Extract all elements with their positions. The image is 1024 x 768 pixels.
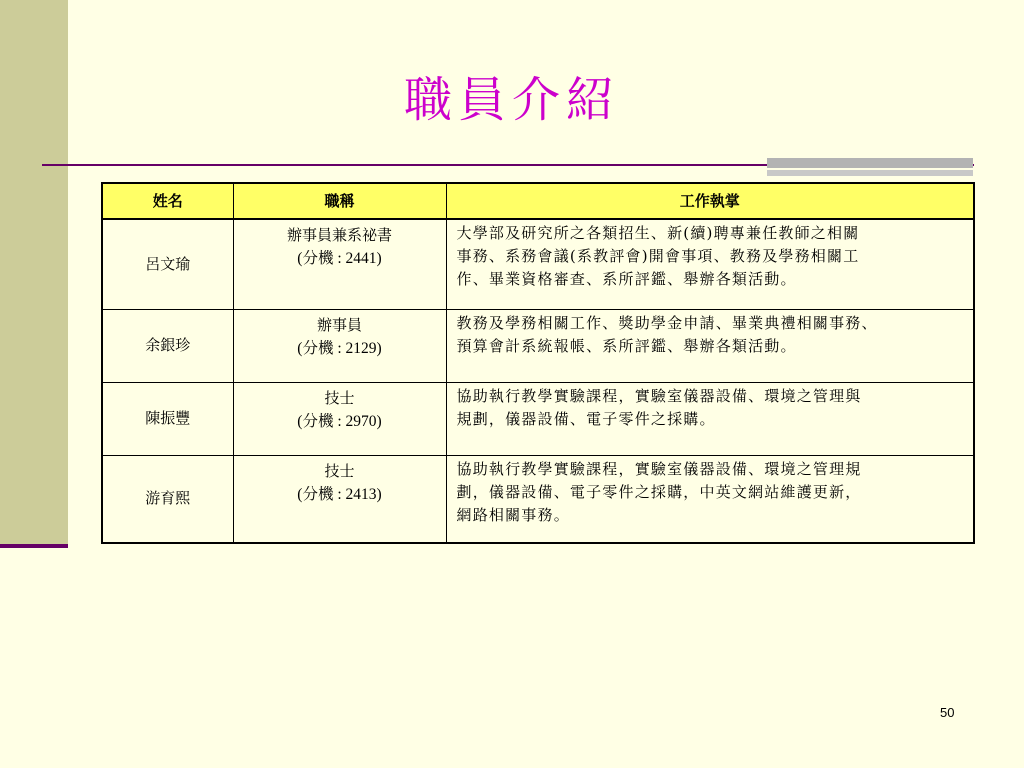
- staff-title: [233, 382, 446, 455]
- table-row: [102, 309, 974, 382]
- header-title: 職稱: [233, 183, 446, 219]
- slide-title: 職員介紹: [403, 72, 620, 128]
- page-number: 50: [940, 705, 955, 720]
- staff-table: [101, 182, 975, 544]
- extension: (分機 : 2441): [297, 250, 382, 267]
- decorative-gray-bars: [767, 158, 973, 176]
- header-name: 姓名: [102, 183, 233, 219]
- extension: (分機 : 2970): [297, 412, 382, 430]
- staff-name: 陳振豐: [102, 382, 233, 455]
- table-row: [102, 455, 974, 543]
- staff-duties: 大學部及研究所之各類招生、新(續)聘專兼任教師之相關 事務、系務會議(系教評會)開會事項、教務及學務相關工 作、畢業資格審查、系所評鑑、舉辦各類活動。: [446, 219, 974, 309]
- job-title: 技士: [324, 388, 355, 407]
- staff-name: 余銀珍: [102, 309, 233, 382]
- table-row: [102, 382, 974, 455]
- job-title: 技士: [324, 461, 355, 480]
- job-title: 辦事員: [316, 315, 362, 334]
- job-title: 辦事員兼系祕書: [286, 226, 392, 244]
- extension: (分機 : 2129): [297, 339, 382, 357]
- staff-title: [233, 455, 446, 543]
- staff-duties: 協助執行教學實驗課程，實驗室儀器設備、環境之管理規 劃，儀器設備、電子零件之採購，中英文網站維護更新， 網路相關事務。: [446, 455, 974, 543]
- staff-title: [233, 219, 446, 309]
- table-header-row: [102, 183, 974, 219]
- staff-duties: 教務及學務相關工作、獎助學金申請、畢業典禮相關事務、 預算會計系統報帳、系所評鑑、舉辦各類活動。: [446, 309, 974, 382]
- staff-name: 游育熙: [102, 455, 233, 543]
- left-bar-underline: [0, 544, 68, 548]
- staff-duties: 協助執行教學實驗課程，實驗室儀器設備、環境之管理與 規劃，儀器設備、電子零件之採購。: [446, 382, 974, 455]
- table-row: [102, 219, 974, 309]
- staff-name: 呂文瑜: [102, 219, 233, 309]
- staff-title: [233, 309, 446, 382]
- header-duties: 工作執掌: [446, 183, 974, 219]
- extension: (分機 : 2413): [297, 485, 382, 503]
